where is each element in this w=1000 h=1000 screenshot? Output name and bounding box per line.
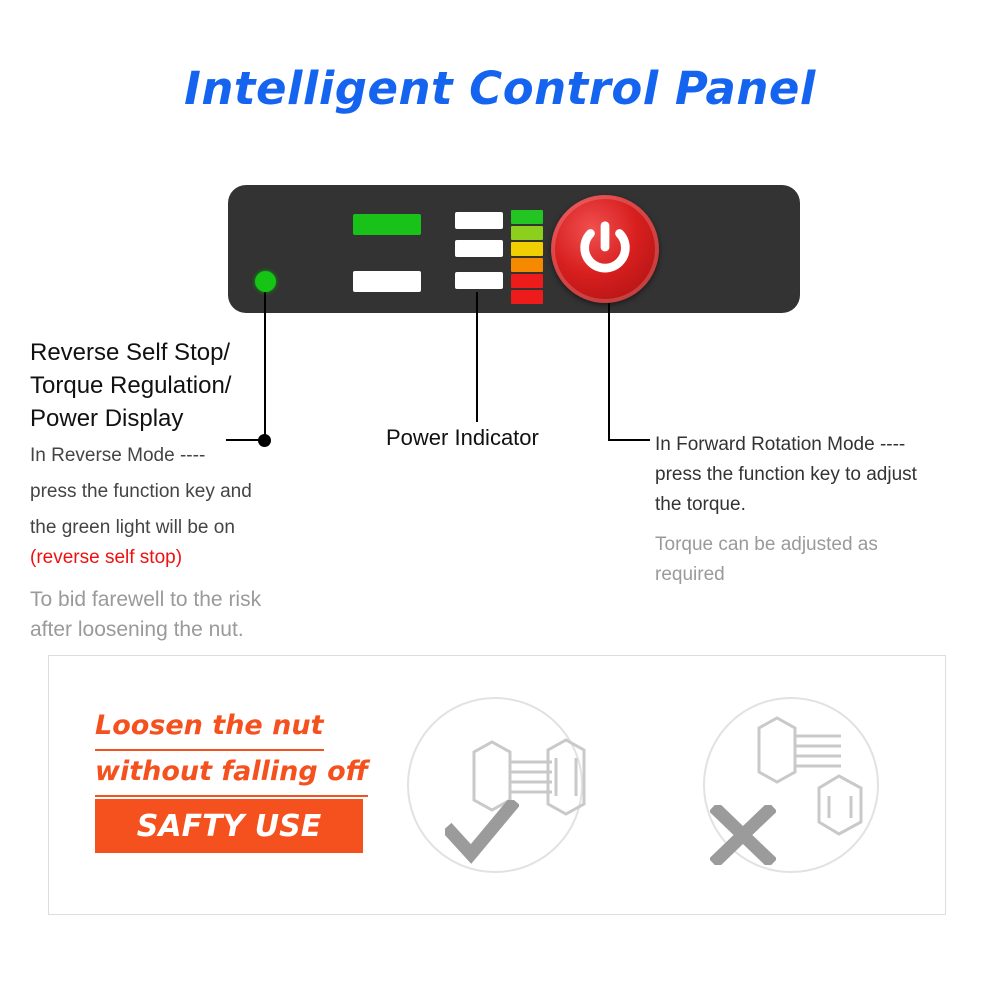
- green-status-led-icon: [255, 271, 276, 292]
- callout-left-heading-3: Power Display: [30, 405, 184, 432]
- torque-segment-5-icon: [511, 274, 543, 288]
- torque-segment-2-icon: [511, 226, 543, 240]
- white-mode-bar-icon: [353, 271, 421, 292]
- leader-line-right-horizontal: [608, 439, 650, 441]
- leader-line-middle: [476, 292, 478, 422]
- power-bar-2-icon: [455, 240, 503, 257]
- page-title: Intelligent Control Panel: [184, 62, 816, 115]
- safety-heading-line-2: without falling off: [95, 751, 368, 797]
- callout-left-body-3: the green light will be on: [30, 517, 235, 538]
- cross-mark-icon: [710, 805, 776, 865]
- safety-heading: [95, 705, 375, 797]
- callout-right: [655, 430, 955, 590]
- callout-left-gray-1: To bid farewell to the risk: [30, 588, 262, 611]
- callout-right-gray-1: Torque can be adjusted as: [655, 534, 878, 555]
- safety-use-badge: SAFTY USE: [95, 799, 363, 853]
- callout-right-body-2: press the function key to adjust: [655, 464, 917, 485]
- torque-segment-6-icon: [511, 290, 543, 304]
- callout-left-body-2: press the function key and: [30, 481, 252, 502]
- callout-power-indicator-label: Power Indicator: [386, 425, 539, 450]
- callout-left-body-1: In Reverse Mode ----: [30, 445, 206, 466]
- callout-right-gray-2: required: [655, 564, 725, 585]
- power-icon: [574, 218, 636, 280]
- power-button[interactable]: [551, 195, 659, 303]
- torque-segment-3-icon: [511, 242, 543, 256]
- power-bar-1-icon: [455, 212, 503, 229]
- leader-line-right: [608, 303, 610, 441]
- callout-left-red-note: (reverse self stop): [30, 547, 183, 568]
- callout-left-heading-2: Torque Regulation/: [30, 372, 232, 399]
- callout-right-body-1: In Forward Rotation Mode ----: [655, 434, 906, 455]
- power-bar-3-icon: [455, 272, 503, 289]
- safety-heading-line-1: Loosen the nut: [95, 705, 324, 751]
- torque-segment-1-icon: [511, 210, 543, 224]
- callout-left-gray-2: after loosening the nut.: [30, 618, 244, 641]
- check-mark-icon: [445, 800, 519, 866]
- callout-right-body-3: the torque.: [655, 494, 746, 515]
- callout-left-heading-1: Reverse Self Stop/: [30, 339, 231, 366]
- callout-left: [30, 336, 340, 645]
- torque-segment-4-icon: [511, 258, 543, 272]
- green-mode-bar-icon: [353, 214, 421, 235]
